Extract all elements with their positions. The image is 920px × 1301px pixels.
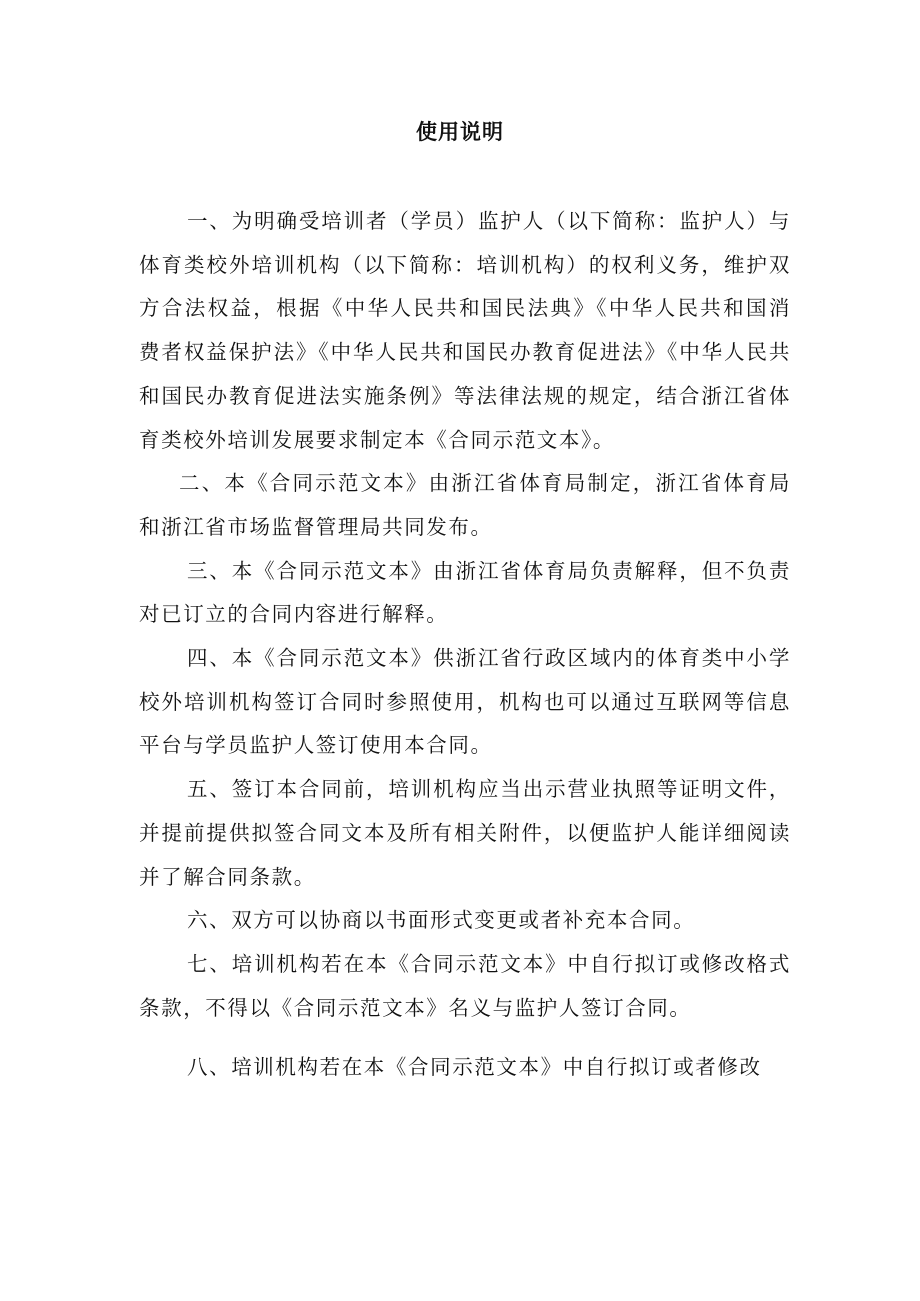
paragraph-1: 一、为明确受培训者（学员）监护人（以下简称：监护人）与体育类校外培训机构（以下简称：培训机构）的权利义务，维护双方合法权益，根据《中华人民共和国民法典》《中华人民共和国消费者权益保护法》《中华人民共和国民办教育促进法》《中华人民共和国民办教育促进法实施条例》等法律法规的规定，结合浙江省体育类校外培训发展要求制定本《合同示范文本》。	[139, 209, 791, 452]
paragraph-7: 七、培训机构若在本《合同示范文本》中自行拟订或修改格式条款，不得以《合同示范文本》名义与监护人签订合同。	[139, 951, 791, 1020]
paragraph-5: 五、签订本合同前，培训机构应当出示营业执照等证明文件，并提前提供拟签合同文本及所有相关附件，以便监护人能详细阅读并了解合同条款。	[139, 777, 791, 889]
paragraph-8: 八、培训机构若在本《合同示范文本》中自行拟订或者修改	[187, 1055, 762, 1080]
instructions-body	[139, 200, 791, 1090]
paragraph-4: 四、本《合同示范文本》供浙江省行政区域内的体育类中小学校外培训机构签订合同时参照使用，机构也可以通过互联网等信息平台与学员监护人签订使用本合同。	[139, 646, 791, 758]
page-title: 使用说明	[416, 120, 504, 144]
paragraph-2: 二、本《合同示范文本》由浙江省体育局制定，浙江省体育局和浙江省市场监督管理局共同发布。	[139, 471, 791, 539]
paragraph-3: 三、本《合同示范文本》由浙江省体育局负责解释，但不负责对已订立的合同内容进行解释。	[139, 558, 791, 627]
paragraph-6: 六、双方可以协商以书面形式变更或者补充本合同。	[187, 908, 696, 933]
